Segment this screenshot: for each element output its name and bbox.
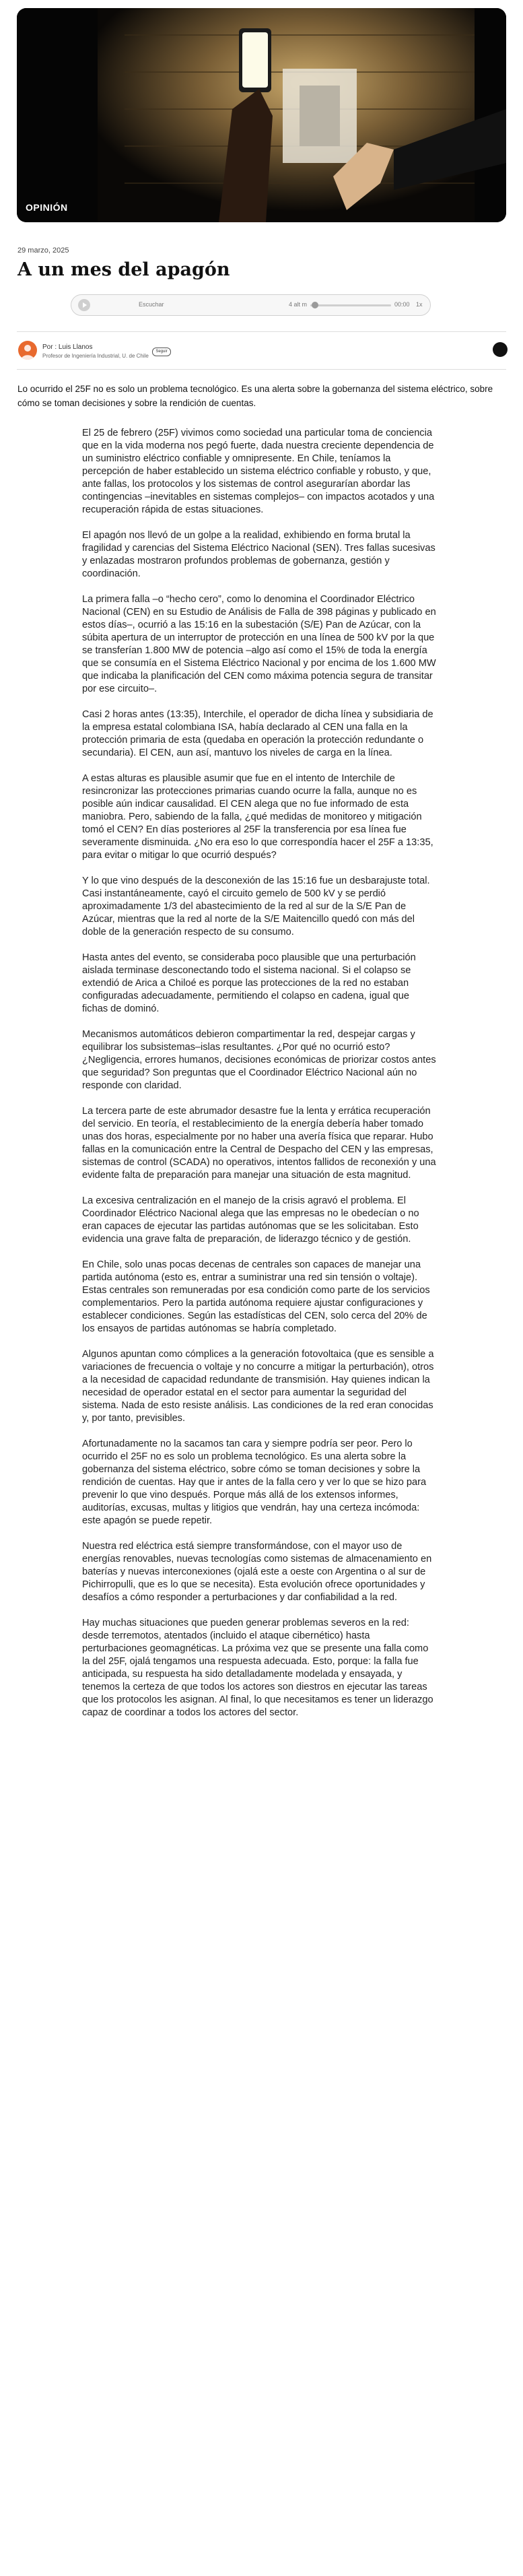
body-paragraph: Nuestra red eléctrica está siempre transformándose, con el mayor uso de energías renovables, nuevas tecnologías como sistemas de almacenamiento en baterías y nuevas interconexiones (ojalá este a oeste con Argentina o al sur de Pichirropulli, que es lo que se necesita). Esta evolución ofrece oportunidades y desafíos a cómo responder a perturbaciones y dar confiabilidad a la red. — [82, 1541, 432, 1603]
author-name[interactable]: Por : Luis Llanos — [42, 343, 93, 351]
divider — [17, 369, 506, 370]
section-tag: OPINIÓN — [26, 202, 68, 213]
publish-date: 29 marzo, 2025 — [18, 246, 69, 255]
article-title: A un mes del apagón — [18, 259, 230, 280]
audio-progress-track[interactable] — [310, 304, 391, 306]
body-paragraph: Algunos apuntan como cómplices a la generación fotovoltaica (que es sensible a variaciones de frecuencia o voltaje y no concurre a mitigar la perturbación), otros a la necesidad de capacidad redundante de transmisión. Hay quienes indican la necesidad de operador estatal en el sector para aumentar la seguridad del sistema. Nada de esto resiste análisis. Las condiciones de la red eran conocidas y, por tanto, previsibles. — [82, 1349, 434, 1424]
body-paragraph: La primera falla –o “hecho cero”, como lo denomina el Coordinador Eléctrico Nacional (CEN) en su Estudio de Análisis de Falla de 398 páginas y publicado en estos días–, ocurrió a las 15:16 en la subestación (S/E) Pan de Azúcar, con la súbita apertura de un interruptor de protección en una línea de 500 kV por la que se transferían 1.800 MW de potencia –algo así como el 15% de toda la energía que se consumía en el Sistema Eléctrico Nacional y por encima de los 1.600 MW que indicaba la planificación del CEN como máxima potencia segura de transitar por ese circuito–. — [82, 594, 436, 694]
body-paragraph: El 25 de febrero (25F) vivimos como sociedad una particular toma de conciencia que en la vida moderna nos pegó fuerte, dada nuestra creciente dependencia de un suministro eléctrico confiable y omnipresente. En Chile, teníamos la percepción de haber establecido un sistema eléctrico confiable y robusto, y que, ante fallas, los protocolos y los sistemas de control asegurarían abordar las contingencias –inevitables en sistemas complejos– con impactos acotados y una recuperación rápida de estas situaciones. — [82, 428, 435, 515]
author-role: Profesor de Ingeniería Industrial, U. de Chile — [42, 353, 149, 359]
body-paragraph: Casi 2 horas antes (13:35), Interchile, el operador de dicha línea y subsidiaria de la empresa estatal colombiana ISA, había declarado al CEN una falla en la protección primaria de esta (quedaba en operación la protección redundante o secundaria). El CEN, aun así, mantuvo los niveles de carga en la línea. — [82, 709, 433, 758]
body-paragraph: Afortunadamente no la sacamos tan cara y siempre podría ser peor. Pero lo ocurrido el 25F no es solo un problema tecnológico. Es una alerta sobre la gobernanza del sistema eléctrico, sobre cómo se toman decisiones y sobre la rendición de cuentas. Hay que ir antes de la falla cero y ver lo que se hizo para prevenir lo que vino después. Porque más allá de los extensos informes, auditorías, excusas, multas y litigios que vendrán, hay una certeza incómoda: este apagón se puede repetir. — [82, 1439, 427, 1526]
body-paragraph: Y lo que vino después de la desconexión de las 15:16 fue un desbarajuste total. Casi instantáneamente, cayó el circuito gemelo de 500 kV y se perdió aproximadamente 1/3 del abastecimiento de la red al sur de la S/E Pan de Azúcar, mientras que la red al norte de la S/E Maitencillo quedó con más del doble de la generación respecto de su consumo. — [82, 876, 430, 937]
body-paragraph: Hasta antes del evento, se consideraba poco plausible que una perturbación aislada terminase desconectando todo el sistema nacional. Si el colapso se extendió de Arica a Chiloé es porque las protecciones de la red no estaban configuradas adecuadamente, permitiendo el colapso en cadena, igual que fichas de dominó. — [82, 952, 416, 1014]
body-paragraph: La excesiva centralización en el manejo de la crisis agravó el problema. El Coordinador Eléctrico Nacional alega que las empresas no le obedecían o no eran capaces de ejecutar las partidas autónomas que se les solicitaban. Esto evidencia una grave falta de preparación, de liderazgo técnico y de gestión. — [82, 1195, 419, 1245]
body-paragraph: La tercera parte de este abrumador desastre fue la lenta y errática recuperación del servicio. En teoría, el restablecimiento de la energía debería haber tomado unas dos horas, especialmente por no haber una avería física que reparar. Hubo fallas en la comunicación entre la Central de Despacho del CEN y las empresas, sistemas de control (SCADA) no operativos, intentos fallidos de reconexión y una evidente falta de preparación para manejar una situación de esta magnitud. — [82, 1106, 436, 1181]
body-paragraph: El apagón nos llevó de un golpe a la realidad, exhibiendo en forma brutal la fragilidad y carencias del Sistema Eléctrico Nacional (SEN). Tres fallas sucesivas y enlazadas mostraron profundos problemas de gobernanza, gestión y coordinación. — [82, 530, 435, 579]
playback-speed[interactable]: 1x — [416, 301, 423, 308]
audio-progress-handle[interactable] — [312, 302, 318, 308]
follow-button[interactable]: Seguir — [152, 348, 171, 356]
listen-label: Escuchar — [139, 301, 164, 308]
body-paragraph: En Chile, solo unas pocas decenas de centrales son capaces de manejar una partida autónoma (esto es, entrar a suministrar una red sin tensión o voltaje). Estas centrales son remuneradas por esa condición como parte de los servicios complementarios. Pero la partida autónoma requiere ajustar configuraciones y establecer condiciones. Según las estadísticas del CEN, solo cerca del 20% de los ensayos de partidas autónomas se habría completado. — [82, 1259, 430, 1334]
hero-photo — [17, 8, 506, 222]
audio-player — [71, 294, 431, 316]
avatar[interactable] — [18, 341, 37, 360]
article-lead: Lo ocurrido el 25F no es solo un problema tecnológico. Es una alerta sobre la gobernanza del sistema eléctrico, sobre cómo se toman decisiones y sobre la rendición de cuentas. — [18, 384, 493, 408]
hero-image — [17, 8, 506, 222]
menu-dot-icon[interactable] — [493, 342, 508, 357]
audio-time: 00:00 — [394, 301, 410, 308]
play-button[interactable] — [78, 299, 90, 311]
body-paragraph: Mecanismos automáticos debieron compartimentar la red, despejar cargas y equilibrar los subsistemas–islas resultantes. ¿Por qué no ocurrió esto? ¿Negligencia, errores humanos, decisiones económicas de priorizar costos antes que seguridad? Son preguntas que el Coordinador Eléctrico Nacional aún no responde con claridad. — [82, 1029, 436, 1091]
body-paragraph: A estas alturas es plausible asumir que fue en el intento de Interchile de resincronizar las protecciones primarias cuando ocurre la falla, aunque no es posible aún indicar causalidad. El CEN alega que no fue informado de esta maniobra. Pero, sabiendo de la falla, ¿qué medidas de monitoreo y mitigación tomó el CEN? En días posteriores al 25F la transferencia por esa línea fue severamente disminuida. ¿No era eso lo que correspondía hacer el 25F a 13:35, para evitar o mitigar lo que ocurrió después? — [82, 773, 433, 861]
user-icon — [18, 341, 37, 360]
voice-label: 4 alt m — [289, 301, 308, 308]
article-body — [82, 427, 438, 1732]
body-paragraph: Hay muchas situaciones que pueden generar problemas severos en la red: desde terremotos, atentados (incluido el ataque cibernético) hasta perturbaciones geomagnéticas. La próxima vez que se presente una falla como la del 25F, ojalá tengamos una respuesta adecuada. Esto, porque: la falla fue anticipada, su respuesta ha sido detalladamente modelada y ensayada, y tenemos la certeza de que todos los actores son diestros en ejecutar las tareas que los protocolos les asignan. Al final, lo que necesitamos es tener un liderazgo capaz de coordinar a todos los actores del sector. — [82, 1618, 433, 1718]
divider — [17, 331, 506, 332]
